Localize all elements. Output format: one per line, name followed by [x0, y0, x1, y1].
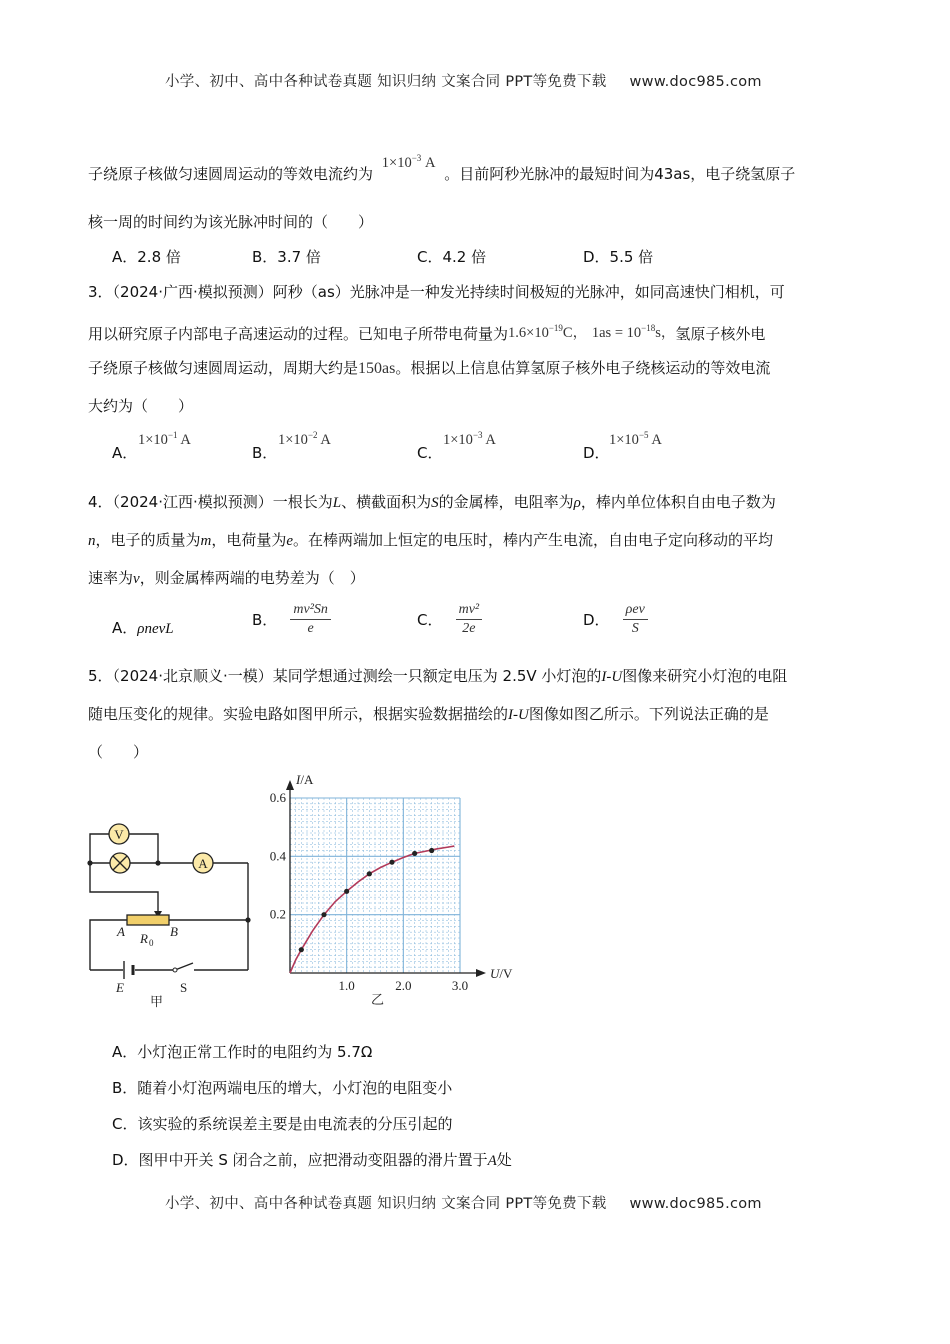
- rheostat-label: R: [140, 931, 148, 946]
- y-axis-arrow-icon: [286, 780, 294, 790]
- x-tick-label: 2.0: [395, 978, 412, 993]
- rheostat-end-b: B: [170, 924, 178, 939]
- x-axis-arrow-icon: [476, 969, 486, 977]
- circuit-diagram: [80, 820, 265, 1010]
- ammeter-label: A: [198, 856, 208, 871]
- q4-line3: 速率为v，则金属棒两端的电势差为（ ）: [88, 569, 365, 587]
- data-point: [321, 912, 326, 917]
- data-point: [344, 889, 349, 894]
- q2-line2: 核一周的时间约为该光脉冲时间的（ ）: [88, 213, 374, 231]
- footer-site[interactable]: www.doc985.com: [629, 1196, 762, 1212]
- q4-line2: n，电子的质量为m，电荷量为e。在棒两端加上恒定的电压时，棒内产生电流，自由电子定向移动的平均: [88, 531, 774, 549]
- chart-caption: 乙: [371, 993, 385, 1008]
- q5-line3: （ ）: [88, 743, 149, 761]
- data-point: [389, 860, 394, 865]
- battery-label: E: [116, 980, 124, 995]
- q3-line4: 大约为（ ）: [88, 397, 194, 415]
- q3-option-b[interactable]: B． $1\times 10^{-2}$ A: [252, 430, 331, 462]
- data-point: [429, 848, 434, 853]
- q2-current-math: $1\times 10^{-3}$ A: [381, 153, 436, 171]
- rheostat-icon: [127, 915, 169, 925]
- header-text: 小学、初中、高中各种试卷真题 知识归纳 文案合同 PPT等免费下载: [165, 74, 607, 90]
- iu-chart: [258, 768, 528, 1010]
- q3-option-c[interactable]: C． $1\times 10^{-3}$ A: [417, 430, 496, 462]
- q5-option-b[interactable]: B．随着小灯泡两端电压的增大，小灯泡的电阻变小: [112, 1079, 453, 1097]
- iu-curve: [290, 846, 454, 973]
- lamp-icon: [110, 853, 130, 873]
- q4-line1: 4．（2024·江西·模拟预测）一根长为L、横截面积为S的金属棒，电阻率为ρ，棒内单位体积自由电子数为: [88, 493, 776, 511]
- q3-option-d[interactable]: D． $1\times 10^{-5}$ A: [583, 430, 662, 462]
- data-point: [367, 871, 372, 876]
- footer-text: 小学、初中、高中各种试卷真题 知识归纳 文案合同 PPT等免费下载: [165, 1196, 607, 1212]
- ammeter-icon: [193, 853, 213, 873]
- q4-option-a[interactable]: A．ρnevL: [112, 619, 174, 637]
- page-footer: [165, 1192, 762, 1213]
- q5-option-a[interactable]: A．小灯泡正常工作时的电阻约为 5.7Ω: [112, 1043, 373, 1061]
- battery-icon: [124, 961, 133, 979]
- header-site[interactable]: www.doc985.com: [629, 74, 762, 90]
- page-header: [165, 70, 762, 91]
- y-tick-label: 0.4: [269, 848, 286, 864]
- q3-line1: 3．（2024·广西·模拟预测）阿秒（as）光脉冲是一种发光持续时间极短的光脉冲，如同高速快门相机，可: [88, 283, 785, 301]
- q5-line1: 5．（2024·北京顺义·一模）某同学想通过测绘一只额定电压为 2.5V 小灯泡的I-U图像来研究小灯泡的电阻: [88, 667, 788, 685]
- q4-option-c[interactable]: C． $\frac{\text{mv²}}{2e}$: [417, 602, 482, 637]
- q5-line2: 随电压变化的规律。实验电路如图甲所示，根据实验数据描绘的I-U图像如图乙所示。下列说法正确的是: [88, 705, 769, 723]
- y-tick-label: 0.6: [269, 790, 286, 805]
- rheostat-subscript: 0: [149, 938, 154, 948]
- y-tick-label: 0.2: [269, 906, 286, 922]
- switch-label: S: [180, 980, 188, 995]
- x-tick-label: 1.0: [338, 978, 355, 993]
- q5-option-c[interactable]: C．该实验的系统误差主要是由电流表的分压引起的: [112, 1115, 453, 1133]
- q5-option-d[interactable]: D．图甲中开关 S 闭合之前，应把滑动变阻器的滑片置于A处: [112, 1151, 512, 1169]
- data-point: [412, 851, 417, 856]
- y-axis-label: I/A: [296, 772, 314, 787]
- q4-option-b[interactable]: B． $\frac{\text{mv²Sn}}{e}$: [252, 602, 331, 637]
- data-point: [299, 947, 304, 952]
- voltmeter-label: V: [114, 827, 124, 842]
- x-axis-label: U/V: [490, 966, 513, 981]
- q2-option-c[interactable]: C．4.2 倍: [417, 248, 487, 266]
- q3-option-a[interactable]: A． $1\times 10^{-1}$ A: [112, 430, 191, 462]
- q3-line2: 用以研究原子内部电子高速运动的过程。已知电子所带电荷量为$1.6\times 10^{-19}C$， $1as = 10^{-18}s$，氢原子核外电: [88, 323, 766, 343]
- voltmeter-icon: [109, 824, 129, 844]
- circuit-caption: 甲: [150, 995, 164, 1010]
- q2-option-a[interactable]: A．2.8 倍: [112, 248, 181, 266]
- x-tick-label: 3.0: [451, 978, 469, 993]
- q4-option-d[interactable]: D． $\frac{\text{ρev}}{S}$: [583, 602, 648, 637]
- rheostat-end-a: A: [117, 924, 125, 939]
- q3-line3: 子绕原子核做匀速圆周运动，周期大约是150as。根据以上信息估算氢原子核外电子绕核运动的等效电流: [88, 359, 771, 377]
- q2-option-d[interactable]: D．5.5 倍: [583, 248, 654, 266]
- q2-option-b[interactable]: B．3.7 倍: [252, 248, 321, 266]
- q2-line1: 子绕原子核做匀速圆周运动的等效电流约为 $1\times 10^{-3}$ A 。目前阿秒光脉冲的最短时间为43as，电子绕氢原子: [88, 153, 796, 183]
